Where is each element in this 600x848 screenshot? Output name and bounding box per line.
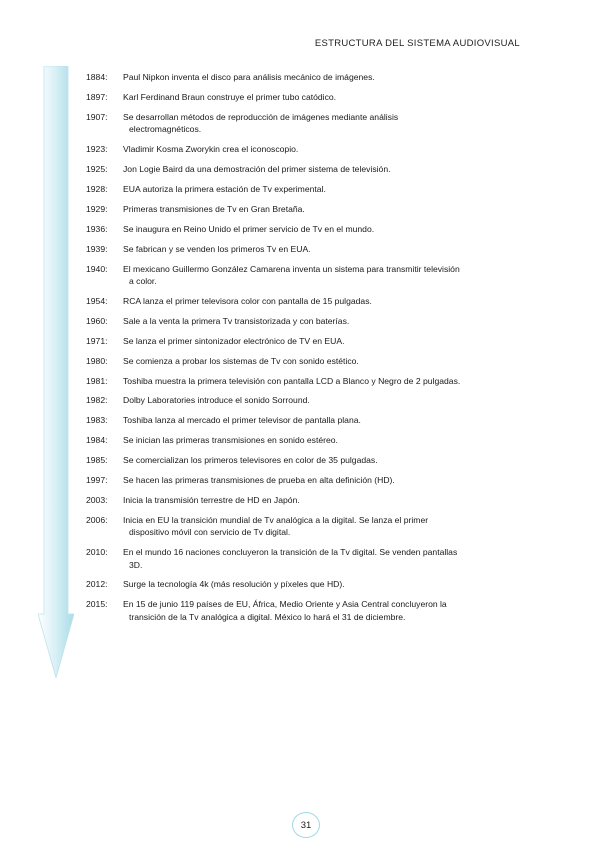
timeline-arrow — [38, 66, 74, 678]
entry-line: Dolby Laboratories introduce el sonido Sorround. — [123, 395, 310, 406]
entry-description — [123, 375, 526, 387]
entry-line: Se comercializan los primeros televisores en color de 35 pulgadas. — [123, 455, 378, 466]
entry-description — [123, 335, 526, 347]
timeline-entry — [86, 315, 526, 327]
entry-line: Se hacen las primeras transmisiones de prueba en alta definición (HD). — [123, 475, 395, 486]
entry-year: 1985: — [86, 455, 108, 466]
entry-description — [123, 243, 526, 255]
entry-description — [123, 474, 526, 486]
timeline-entry — [86, 578, 526, 590]
timeline-entry — [86, 203, 526, 215]
entry-line: Inicia en EU la transición mundial de Tv analógica a la digital. Se lanza el primer — [123, 514, 429, 525]
entry-year: 1971: — [86, 335, 108, 346]
entry-line: 3D. — [129, 559, 143, 570]
timeline-entry — [86, 375, 526, 387]
entry-line: Toshiba muestra la primera televisión con pantalla LCD a Blanco y Negro de 2 pulgadas. — [123, 375, 461, 386]
entry-description — [123, 546, 526, 571]
entry-year: 1939: — [86, 243, 108, 254]
timeline-entry — [86, 143, 526, 155]
entry-line: Toshiba lanza al mercado el primer televisor de pantalla plana. — [123, 415, 361, 426]
timeline-entry — [86, 514, 526, 539]
entry-description — [123, 91, 526, 103]
timeline-entry — [86, 598, 526, 623]
entry-line: Inicia la transmisión terrestre de HD en Japón. — [123, 494, 300, 505]
timeline-entry — [86, 474, 526, 486]
entry-description — [123, 355, 526, 367]
entry-description — [123, 71, 526, 83]
entry-line: transición de la Tv analógica a digital. México lo hará el 31 de diciembre. — [129, 611, 406, 622]
entry-description — [123, 315, 526, 327]
entry-year: 1982: — [86, 395, 108, 406]
entry-line: Jon Logie Baird da una demostración del primer sistema de televisión. — [123, 164, 391, 175]
entry-description — [123, 263, 526, 288]
entry-year: 1960: — [86, 315, 108, 326]
timeline-entry — [86, 223, 526, 235]
timeline-entry — [86, 183, 526, 195]
entry-description — [123, 295, 526, 307]
timeline-list — [86, 71, 526, 623]
entry-line: Paul Nipkon inventa el disco para análisis mecánico de imágenes. — [123, 72, 375, 82]
header-title: ESTRUCTURA DEL SISTEMA AUDIOVISUAL — [314, 38, 520, 49]
timeline-entry — [86, 335, 526, 347]
entry-line: Se desarrollan métodos de reproducción de imágenes mediante análisis — [123, 111, 399, 122]
timeline-entry — [86, 263, 526, 288]
entry-year: 1983: — [86, 415, 108, 426]
entry-year: 1997: — [86, 475, 108, 486]
entry-year: 1980: — [86, 355, 108, 366]
entry-year: 2015: — [86, 599, 108, 610]
entry-line: El mexicano Guillermo González Camarena inventa un sistema para transmitir televisión — [123, 263, 460, 274]
entry-line: electromagnéticos. — [129, 124, 202, 135]
entry-description — [123, 203, 526, 215]
entry-year: 1936: — [86, 223, 108, 234]
timeline-entry — [86, 454, 526, 466]
entry-year: 1897: — [86, 91, 108, 102]
entry-line: En 15 de junio 119 países de EU, África, Medio Oriente y Asia Central concluyeron la — [123, 599, 447, 610]
entry-year: 1929: — [86, 203, 108, 214]
entry-description — [123, 394, 526, 406]
entry-description — [123, 111, 526, 136]
timeline-entry — [86, 111, 526, 136]
entry-year: 2006: — [86, 514, 108, 525]
entry-description — [123, 514, 526, 539]
entry-line: Vladimir Kosma Zworykin crea el iconoscopio. — [123, 144, 299, 155]
entry-description — [123, 494, 526, 506]
page-number: 31 — [292, 812, 320, 838]
entry-description — [123, 143, 526, 155]
entry-line: RCA lanza el primer televisora color con pantalla de 15 pulgadas. — [123, 295, 372, 306]
entry-year: 1884: — [86, 72, 108, 82]
entry-year: 2010: — [86, 547, 108, 558]
timeline-entry — [86, 163, 526, 175]
entry-line: Se inician las primeras transmisiones en sonido estéreo. — [123, 435, 338, 446]
entry-year: 1923: — [86, 144, 108, 155]
entry-year: 1925: — [86, 164, 108, 175]
timeline-entry — [86, 414, 526, 426]
entry-year: 1907: — [86, 111, 108, 122]
entry-line: Surge la tecnología 4k (más resolución y píxeles que HD). — [123, 579, 345, 590]
entry-line: En el mundo 16 naciones concluyeron la transición de la Tv digital. Se venden pantallas — [123, 547, 458, 558]
entry-description — [123, 223, 526, 235]
entry-description — [123, 578, 526, 590]
entry-year: 2012: — [86, 579, 108, 590]
entry-year: 1928: — [86, 183, 108, 194]
entry-description — [123, 454, 526, 466]
entry-description — [123, 414, 526, 426]
entry-description — [123, 434, 526, 446]
timeline-entry — [86, 295, 526, 307]
entry-line: dispositivo móvil con servicio de Tv digital. — [129, 527, 291, 538]
entry-line: a color. — [129, 275, 157, 286]
entry-line: Se inaugura en Reino Unido el primer servicio de Tv en el mundo. — [123, 223, 375, 234]
entry-description — [123, 183, 526, 195]
entry-year: 1954: — [86, 295, 108, 306]
entry-line: Se lanza el primer sintonizador electrónico de TV en EUA. — [123, 335, 345, 346]
timeline-entry — [86, 546, 526, 571]
entry-description — [123, 598, 526, 623]
timeline-entry — [86, 394, 526, 406]
entry-line: Sale a la venta la primera Tv transistorizada y con baterías. — [123, 315, 350, 326]
entry-line: Karl Ferdinand Braun construye el primer tubo catódico. — [123, 91, 337, 102]
timeline-entry — [86, 243, 526, 255]
timeline-entry — [86, 71, 526, 83]
entry-year: 1940: — [86, 263, 108, 274]
entry-line: EUA autoriza la primera estación de Tv experimental. — [123, 183, 326, 194]
timeline-entry — [86, 434, 526, 446]
timeline-entry — [86, 355, 526, 367]
entry-line: Primeras transmisiones de Tv en Gran Bretaña. — [123, 203, 305, 214]
timeline-entry — [86, 494, 526, 506]
timeline-entry — [86, 91, 526, 103]
entry-line: Se comienza a probar los sistemas de Tv con sonido estético. — [123, 355, 359, 366]
entry-year: 1984: — [86, 435, 108, 446]
entry-year: 2003: — [86, 494, 108, 505]
entry-description — [123, 163, 526, 175]
entry-year: 1981: — [86, 375, 108, 386]
entry-line: Se fabrican y se venden los primeros Tv en EUA. — [123, 243, 311, 254]
